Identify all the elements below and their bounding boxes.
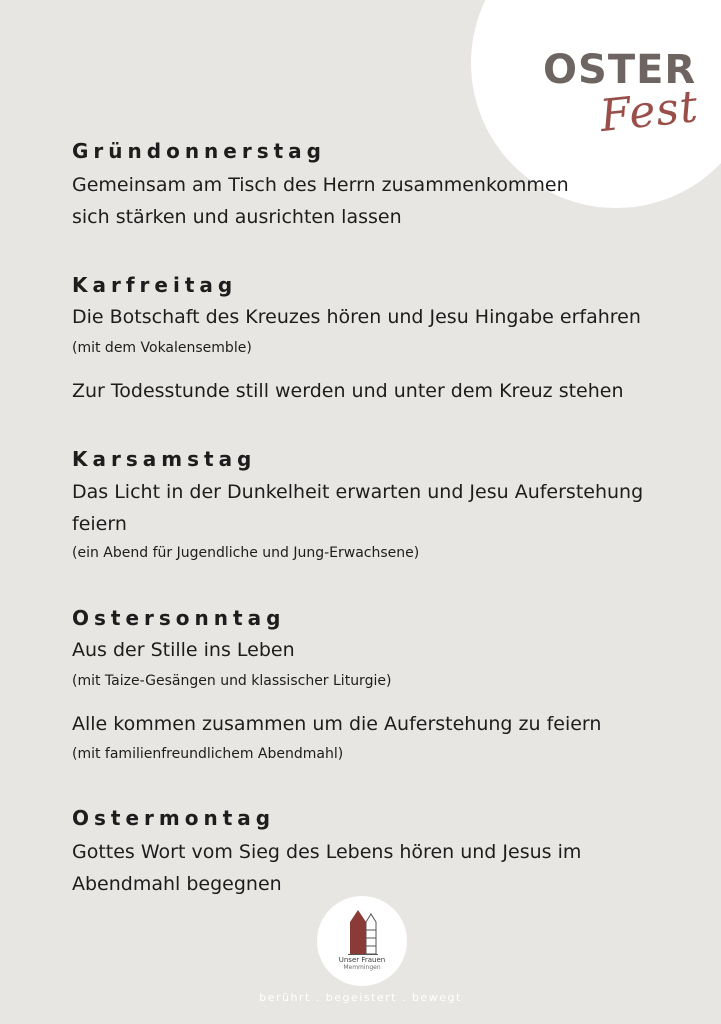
- heading-gruendonnerstag: Gründonnerstag: [72, 139, 326, 163]
- text-line: Aus der Stille ins Leben: [72, 639, 295, 661]
- logo-name: Unser Frauen: [338, 956, 386, 964]
- badge-title-fest: Fest: [597, 80, 701, 143]
- text-line: Das Licht in der Dunkelheit erwarten und Jesu Auferstehung: [72, 481, 644, 503]
- note-text: (mit Taize-Gesängen und klassischer Liturgie): [72, 673, 392, 689]
- text-line: Zur Todesstunde still werden und unter dem Kreuz stehen: [72, 380, 624, 402]
- heading-karfreitag: Karfreitag: [72, 273, 238, 297]
- logo-subname: Memmingen: [343, 964, 381, 971]
- heading-ostersonntag: Ostersonntag: [72, 606, 286, 630]
- note-text: (mit familienfreundlichem Abendmahl): [72, 746, 344, 762]
- church-tower-icon: [348, 908, 378, 956]
- tagline: berührt . begeistert . bewegt: [259, 991, 462, 1004]
- text-line: feiern: [72, 513, 127, 535]
- note-text: (ein Abend für Jugendliche und Jung-Erwachsene): [72, 545, 420, 561]
- text-line: sich stärken und ausrichten lassen: [72, 206, 402, 228]
- badge-title-oster: OSTER: [543, 47, 697, 93]
- church-logo: [317, 896, 407, 986]
- heading-karsamstag: Karsamstag: [72, 447, 257, 471]
- heading-ostermontag: Ostermontag: [72, 806, 276, 830]
- note-text: (mit dem Vokalensemble): [72, 340, 252, 356]
- text-line: Abendmahl begegnen: [72, 873, 282, 895]
- text-line: Die Botschaft des Kreuzes hören und Jesu Hingabe erfahren: [72, 306, 641, 328]
- text-line: Gottes Wort vom Sieg des Lebens hören und Jesus im: [72, 841, 582, 863]
- text-line: Alle kommen zusammen um die Auferstehung zu feiern: [72, 713, 602, 735]
- text-line: Gemeinsam am Tisch des Herrn zusammenkommen: [72, 174, 569, 196]
